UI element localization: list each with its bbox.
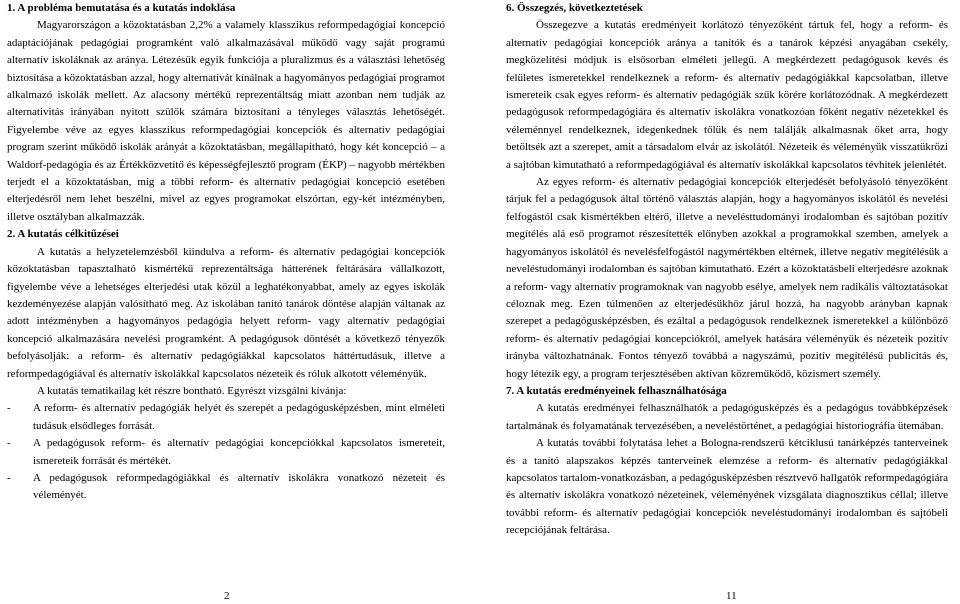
list-marker: - — [7, 471, 11, 484]
section-6-paragraph-1: Összegezve a kutatás eredményeit korlátozó tényezőként tártuk fel, hogy a reform- és alternatív pedagógiai koncepciók aránya a tanítók és a tanárok képzési anyagában csekély, megközelítési módjuk is elsősorban elméleti jellegű. A megkérdezett pedagógusok kevés és felületes ismeretekkel rendelkeznek a reform- és alternatív pedagógiákkal kapcsolatban, illetve ismereteik csak egyes reform- és alternatív pedagógiák szűk körére korlátozódnak. A megkérdezett pedagógusok reformpedagógiára és alternatív iskolákra vonatkozóan főként negatív nézetekkel és véleménnyel rendelkeznek, idegenkednek tőlük és nem találják alkalmasnak őket arra, hogy betöltsék azt a szerepet, amit a társadalom elvár az iskolától. Nézeteik és véleményük visszatükrözi a sajtóban kimutatható a reformpedagógiával és alternatív iskolákkal kapcsolatos tévhitek jelenlétét. — [506, 19, 948, 171]
list-item — [7, 470, 445, 505]
section-6-heading: 6. Összegzés, következtetések — [506, 2, 643, 14]
section-7-heading: 7. A kutatás eredményeinek felhasználhatósága — [506, 384, 727, 397]
list-marker: - — [7, 402, 11, 415]
list-item-text: A reform- és alternatív pedagógiák helyét és szerepét a pedagógusképzésben, mint elméleti tudásuk elsődleges forrását. — [33, 402, 445, 432]
list-marker: - — [7, 437, 11, 450]
page-number-right: 11 — [726, 590, 737, 602]
section-7-paragraph-2: A kutatás további folytatása lehet a Bologna-rendszerű kétciklusú tanárképzés tanterveinek és a tanító alapszakos képzés tanterveinek elemzése a reform- és alternatív pedagógiákkal kapcsolatos tartalom-vonatkozásban, a pedagógusképzésben résztvevő hallgatók reformpedagógiára és alternatív iskolákra vonatkozó nézeteinek, véleményének vizsgálata diagnosztikus céllal; illetve további reform- és alternatív pedagógiai koncepciók neveléstudományi irodalomban és sajtóbeli recepciójának feltárása. — [506, 437, 948, 537]
section-2-paragraph-1: A kutatás a helyzetelemzésből kiindulva a reform- és alternatív pedagógiai koncepciók közoktatásban tapasztalható kismértékű reprezentáltsága hátterének feltárására vállalkozott, figyelembe véve a lehetséges elterjedési utak közül a leghatékonyabbat, amely az egyes iskolák kezdeményezése alapján valósítható meg. Az iskolában tanító tanárok döntése alapján váltanak az adott intézményben a hagyományos pedagógia helyett reform- vagy alternatív pedagógiai koncepció alkalmazására nevelési programként. A pedagógusok döntését a következő tényezők befolyásolják: a reform- és alternatív pedagógiákkal kapcsolatos háttértudásuk, illetve a reformpedagógiával és alternatív iskolákkal kapcsolatos nézeteik és róluk alkotott véleményük. — [7, 245, 445, 380]
section-1-heading: 1. A probléma bemutatása és a kutatás indoklása — [7, 2, 236, 14]
page-number-left: 2 — [224, 590, 230, 602]
list-item — [7, 435, 445, 470]
section-1-paragraph: Magyarországon a közoktatásban 2,2% a valamely klasszikus reformpedagógiai koncepció adaptációjának pedagógiai programként való alkalmazásával működő vagy saját programú alternatív iskoláknak az aránya. Létezésük egyik funkciója a pluralizmus és a választási lehetőség biztosítása a közoktatásban azzal, hogy alternatívát kínálnak a hagyományos pedagógiai programot alkalmazó iskolák mellett. Az alacsony mértékű reprezentáltság miatt azonban nem tudják az alternativitás irányában nyitott szülők számára biztosítani a tényleges választás lehetőségét. Figyelembe véve az egyes klasszikus reformpedagógiai koncepciók és alternatív pedagógiai program szerint működő iskolák arányát a közoktatásban, megállapítható, hogy két koncepció – a Waldorf-pedagógia és az Értékközvetítő és képességfejlesztő program (ÉKP) – nagyobb mértékben terjedt el a közoktatásban, míg a többi reform- és alternatív pedagógiai koncepció esetében elterjedésről nem lehet beszélni, mivel az egyes programokat elszórtan, egy-két intézményben, illetve osztályban alkalmazzák. — [7, 19, 445, 223]
left-column — [7, 0, 445, 505]
section-2-paragraph-2: A kutatás tematikailag két részre bontható. Egyrészt vizsgálni kívánja: — [37, 384, 347, 397]
list-item-text: A pedagógusok reformpedagógiákkal és alternatív iskolákra vonatkozó nézeteit és véleményét. — [33, 471, 445, 502]
section-6-paragraph-2: Az egyes reform- és alternatív pedagógiai koncepciók elterjedését befolyásoló tényezőként tárjuk fel a pedagógusok által történő választás alapján, hogy a hagyományos iskolától és nevelési felfogástól csak kismértékben eltérő, illetve a nevelésttudományi irodalomban és sajtóban pozitív megítélés alá eső programot részesítették előnyben azokkal a programokkal szemben, amelyek a hagyományos iskolától és nevelésfelfogástól nagymértékben eltérnek, illetve negatív megítélésük a neveléstudományi irodalomban és sajtóban kimutatható. Ezért a közoktatásbeli elterjedésre azoknak a reform- vagy alternatív programoknak van nagyobb esélye, amelyek nem radikális változtatásokat céloznak meg. Ezen túlmenően az elterjedésükhöz járul hozzá, ha nagyobb arányban kapnak szerepet a pedagógusképzésben, és ezáltal a pedagógusok rendelkeznek ismeretekkel a különböző reform- és alternatív pedagógiai koncepciókról, amelyek hatására véleményük és nézeteik pozitív irányba változhatnának. Fontos tényező továbbá a nagyszámú, pozitív megítélésű publicitás és, hogy létezik egy, a program terjesztésében aktívan közreműködő, közismert személy. — [506, 176, 948, 380]
research-goals-list — [7, 400, 445, 504]
section-7-paragraph-1: A kutatás eredményei felhasználhatók a pedagógusképzés és a pedagógus továbbképzések tartalmának és folyamatának tervezésében, a neveléstörténet, a pedagógiai historiográfia ütemában. — [506, 402, 948, 432]
list-item-text: A pedagógusok reform- és alternatív pedagógiai koncepciókkal kapcsolatos ismereteit, ismereteik forrását és mértékét. — [33, 437, 445, 467]
right-column — [506, 0, 948, 540]
list-item — [7, 400, 445, 435]
section-2-heading: 2. A kutatás célkitűzései — [7, 228, 119, 241]
